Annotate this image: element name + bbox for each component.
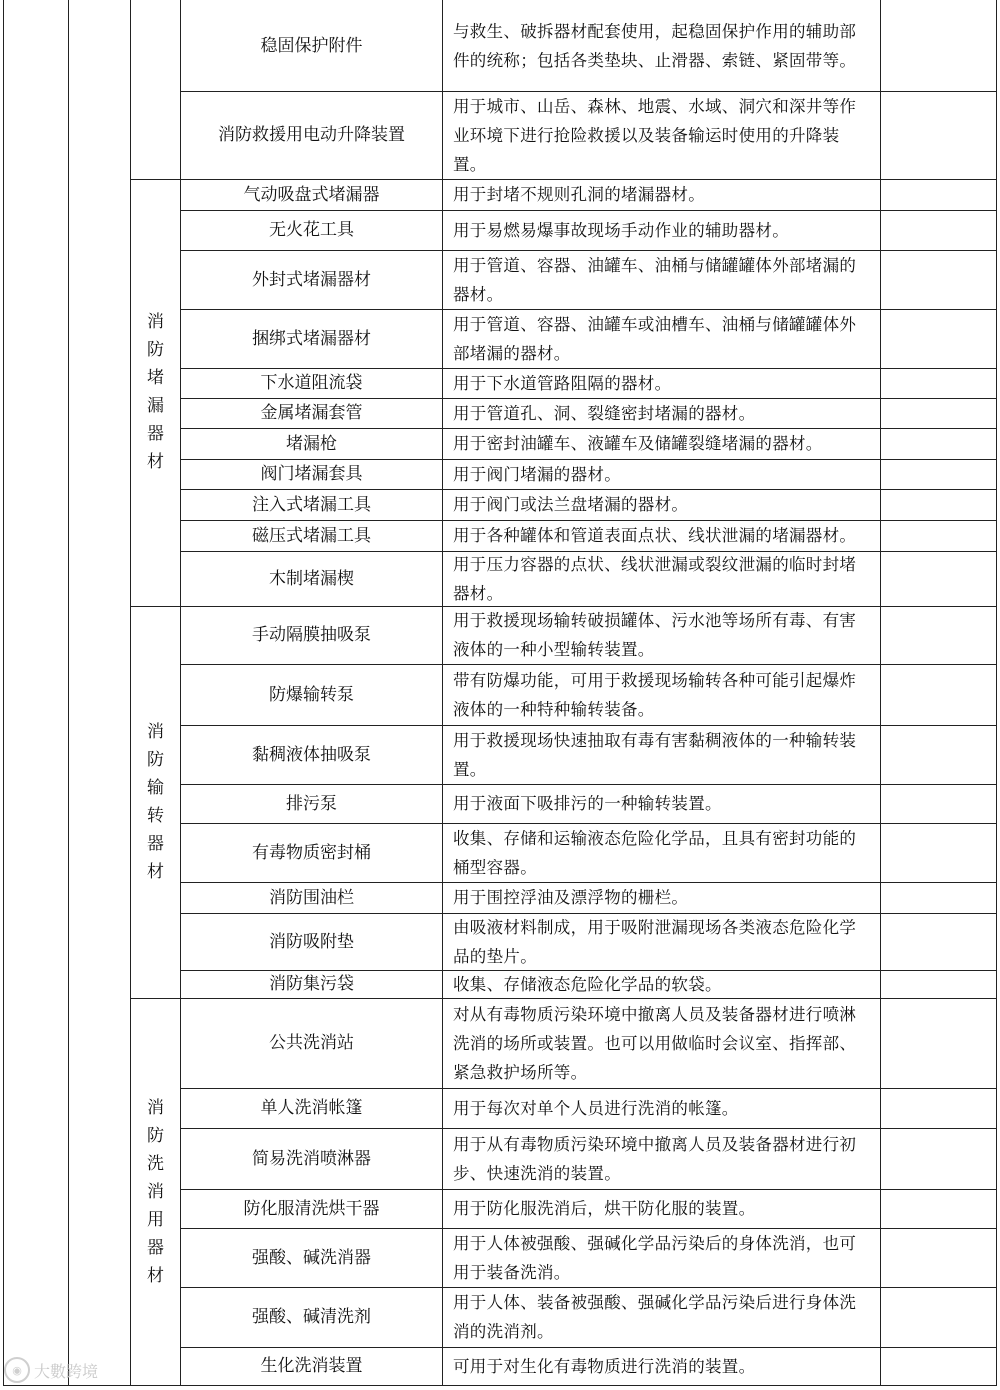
equipment-description: 由吸液材料制成，用于吸附泄漏现场各类液态危险化学品的垫片。 bbox=[453, 917, 857, 966]
equipment-name: 防爆输转泵 bbox=[269, 684, 354, 705]
remarks-cell bbox=[881, 309, 996, 368]
equipment-description: 用于围控浮油及漂浮物的栅栏。 bbox=[453, 888, 689, 907]
equipment-description-cell bbox=[443, 250, 880, 309]
equipment-name: 注入式堵漏工具 bbox=[252, 494, 371, 515]
remarks-cell bbox=[881, 551, 996, 606]
equipment-name: 消防集污袋 bbox=[269, 974, 354, 994]
table-border-right bbox=[996, 0, 997, 1386]
equipment-name: 单人洗消帐篷 bbox=[260, 1098, 363, 1118]
equipment-name: 手动隔膜抽吸泵 bbox=[252, 625, 371, 645]
remarks-cell bbox=[881, 250, 996, 309]
equipment-name: 气动吸盘式堵漏器 bbox=[243, 184, 380, 205]
watermark-text: 大數跨境 bbox=[34, 1361, 99, 1381]
equipment-description-cell bbox=[443, 913, 880, 970]
equipment-description-cell bbox=[443, 428, 880, 459]
equipment-description: 用于压力容器的点状、线状泄漏或裂纹泄漏的临时封堵器材。 bbox=[453, 554, 857, 603]
equipment-description: 用于管道孔、洞、裂缝密封堵漏的器材。 bbox=[453, 403, 756, 423]
remarks-cell bbox=[881, 1088, 996, 1128]
equipment-description: 可用于对生化有毒物质进行洗消的装置。 bbox=[453, 1356, 756, 1376]
equipment-name: 消防吸附垫 bbox=[269, 931, 354, 952]
equipment-description-cell bbox=[443, 91, 880, 179]
equipment-name: 消防围油栏 bbox=[269, 887, 354, 908]
equipment-name: 黏稠液体抽吸泵 bbox=[252, 744, 371, 765]
equipment-description: 用于阀门堵漏的器材。 bbox=[453, 464, 621, 484]
equipment-name: 下水道阻流袋 bbox=[260, 373, 363, 393]
equipment-name: 磁压式堵漏工具 bbox=[252, 525, 371, 546]
category-cell bbox=[131, 998, 180, 1385]
remarks-cell bbox=[881, 459, 996, 489]
equipment-description-cell bbox=[443, 784, 880, 823]
remarks-cell bbox=[881, 91, 996, 179]
equipment-name: 防化服清洗烘干器 bbox=[243, 1198, 380, 1219]
equipment-description: 用于管道、容器、油罐车或油槽车、油桶与储罐罐体外部堵漏的器材。 bbox=[453, 314, 857, 363]
equipment-name: 无火花工具 bbox=[269, 220, 354, 240]
equipment-description: 用于阀门或法兰盘堵漏的器材。 bbox=[453, 495, 689, 514]
equipment-description-cell bbox=[443, 1189, 880, 1228]
table-border-left bbox=[3, 0, 4, 1386]
remarks-cell bbox=[881, 1287, 996, 1347]
equipment-name: 生化洗消装置 bbox=[260, 1356, 363, 1376]
remarks-cell bbox=[881, 823, 996, 882]
equipment-description: 用于下水道管路阻隔的器材。 bbox=[453, 373, 672, 393]
equipment-description-cell bbox=[443, 368, 880, 398]
equipment-name: 阀门堵漏套具 bbox=[260, 464, 363, 484]
equipment-description-cell bbox=[443, 664, 880, 725]
remarks-cell bbox=[881, 606, 996, 664]
remarks-cell bbox=[881, 1347, 996, 1385]
equipment-description-cell bbox=[443, 309, 880, 368]
equipment-description-cell bbox=[443, 398, 880, 428]
remarks-cell bbox=[881, 210, 996, 250]
equipment-description-cell bbox=[443, 551, 880, 606]
equipment-description: 用于密封油罐车、液罐车及储罐裂缝堵漏的器材。 bbox=[453, 434, 823, 453]
remarks-cell bbox=[881, 1189, 996, 1228]
remarks-cell bbox=[881, 1128, 996, 1189]
equipment-description: 带有防爆功能，可用于救援现场输转各种可能引起爆炸液体的一种特种输转装备。 bbox=[453, 670, 857, 719]
equipment-name: 公共洗消站 bbox=[269, 1033, 354, 1053]
equipment-name: 金属堵漏套管 bbox=[260, 403, 363, 423]
equipment-description: 用于人体、装备被强酸、强碱化学品污染后进行身体洗消的洗消剂。 bbox=[453, 1293, 857, 1341]
equipment-description: 对从有毒物质污染环境中撤离人员及装备器材进行喷淋洗消的场所或装置。也可以用做临时会议室、指挥部、紧急救护场所等。 bbox=[453, 1004, 857, 1082]
equipment-name: 外封式堵漏器材 bbox=[252, 269, 371, 290]
equipment-description: 用于从有毒物质污染环境中撤离人员及装备器材进行初步、快速洗消的装置。 bbox=[453, 1134, 857, 1183]
equipment-description: 收集、存储液态危险化学品的软袋。 bbox=[453, 974, 722, 994]
equipment-name: 有毒物质密封桶 bbox=[252, 842, 371, 863]
equipment-name: 排污泵 bbox=[286, 793, 337, 814]
equipment-description-cell bbox=[443, 1088, 880, 1128]
equipment-name: 强酸、碱洗消器 bbox=[252, 1247, 371, 1268]
remarks-cell bbox=[881, 179, 996, 210]
watermark bbox=[4, 1357, 98, 1383]
remarks-cell bbox=[881, 489, 996, 520]
equipment-name: 木制堵漏楔 bbox=[269, 568, 354, 589]
remarks-cell bbox=[881, 1228, 996, 1287]
equipment-description-cell bbox=[443, 520, 880, 551]
equipment-description: 用于液面下吸排污的一种输转装置。 bbox=[453, 794, 722, 813]
equipment-description-cell bbox=[443, 823, 880, 882]
equipment-name: 消防救援用电动升降装置 bbox=[218, 125, 405, 145]
equipment-description: 用于救援现场输转破损罐体、污水池等场所有毒、有害液体的一种小型输转装置。 bbox=[453, 611, 857, 659]
remarks-cell bbox=[881, 368, 996, 398]
remarks-cell bbox=[881, 428, 996, 459]
equipment-description: 用于救援现场快速抽取有毒有害黏稠液体的一种输转装置。 bbox=[453, 730, 857, 779]
equipment-description-cell bbox=[443, 1228, 880, 1287]
equipment-name: 强酸、碱清洗剂 bbox=[252, 1307, 371, 1327]
equipment-description-cell bbox=[443, 179, 880, 210]
table-border-bottom bbox=[3, 1385, 997, 1386]
equipment-description-cell bbox=[443, 882, 880, 913]
equipment-description-cell bbox=[443, 1287, 880, 1347]
equipment-description: 用于封堵不规则孔洞的堵漏器材。 bbox=[453, 185, 705, 204]
equipment-description: 用于防化服洗消后，烘干防化服的装置。 bbox=[453, 1199, 756, 1218]
remarks-cell bbox=[881, 398, 996, 428]
equipment-description: 收集、存储和运输液态危险化学品，且具有密封功能的桶型容器。 bbox=[453, 828, 857, 877]
equipment-name: 捆绑式堵漏器材 bbox=[252, 328, 371, 349]
equipment-name: 堵漏枪 bbox=[286, 433, 337, 454]
equipment-name: 稳固保护附件 bbox=[260, 35, 363, 56]
remarks-cell bbox=[881, 520, 996, 551]
column-divider bbox=[68, 0, 69, 1386]
remarks-cell bbox=[881, 0, 996, 91]
remarks-cell bbox=[881, 784, 996, 823]
equipment-description-cell bbox=[443, 459, 880, 489]
equipment-description-cell bbox=[443, 0, 880, 91]
remarks-cell bbox=[881, 664, 996, 725]
equipment-description-cell bbox=[443, 1347, 880, 1385]
equipment-description-cell bbox=[443, 606, 880, 664]
equipment-description-cell bbox=[443, 489, 880, 520]
equipment-description: 用于人体被强酸、强碱化学品污染后的身体洗消，也可用于装备洗消。 bbox=[453, 1233, 857, 1282]
category-label: 消防堵漏器材 bbox=[147, 312, 164, 472]
remarks-cell bbox=[881, 913, 996, 970]
category-cell bbox=[131, 179, 180, 605]
remarks-cell bbox=[881, 882, 996, 913]
equipment-description-cell bbox=[443, 210, 880, 250]
equipment-description: 用于易燃易爆事故现场手动作业的辅助器材。 bbox=[453, 220, 789, 240]
equipment-description: 用于各种罐体和管道表面点状、线状泄漏的堵漏器材。 bbox=[453, 526, 857, 545]
equipment-description: 用于每次对单个人员进行洗消的帐篷。 bbox=[453, 1098, 739, 1118]
equipment-name: 简易洗消喷淋器 bbox=[252, 1148, 371, 1169]
remarks-cell bbox=[881, 725, 996, 784]
category-label: 消防洗消用器材 bbox=[147, 1097, 164, 1286]
equipment-description: 与救生、破拆器材配套使用，起稳固保护作用的辅助部件的统称；包括各类垫块、止滑器、索链、紧固带等。 bbox=[453, 21, 857, 70]
watermark-logo-icon: ◉ bbox=[4, 1357, 30, 1383]
equipment-description-cell bbox=[443, 725, 880, 784]
equipment-description: 用于管道、容器、油罐车、油桶与储罐罐体外部堵漏的器材。 bbox=[453, 255, 857, 304]
category-label: 消防输转器材 bbox=[147, 721, 164, 882]
equipment-description: 用于城市、山岳、森林、地震、水域、洞穴和深井等作业环境下进行抢险救援以及装备输运时使用的升降装置。 bbox=[453, 96, 857, 174]
equipment-description-cell bbox=[443, 970, 880, 998]
remarks-cell bbox=[881, 970, 996, 998]
equipment-description-cell bbox=[443, 998, 880, 1088]
category-cell bbox=[131, 606, 180, 997]
remarks-cell bbox=[881, 998, 996, 1088]
equipment-description-cell bbox=[443, 1128, 880, 1189]
